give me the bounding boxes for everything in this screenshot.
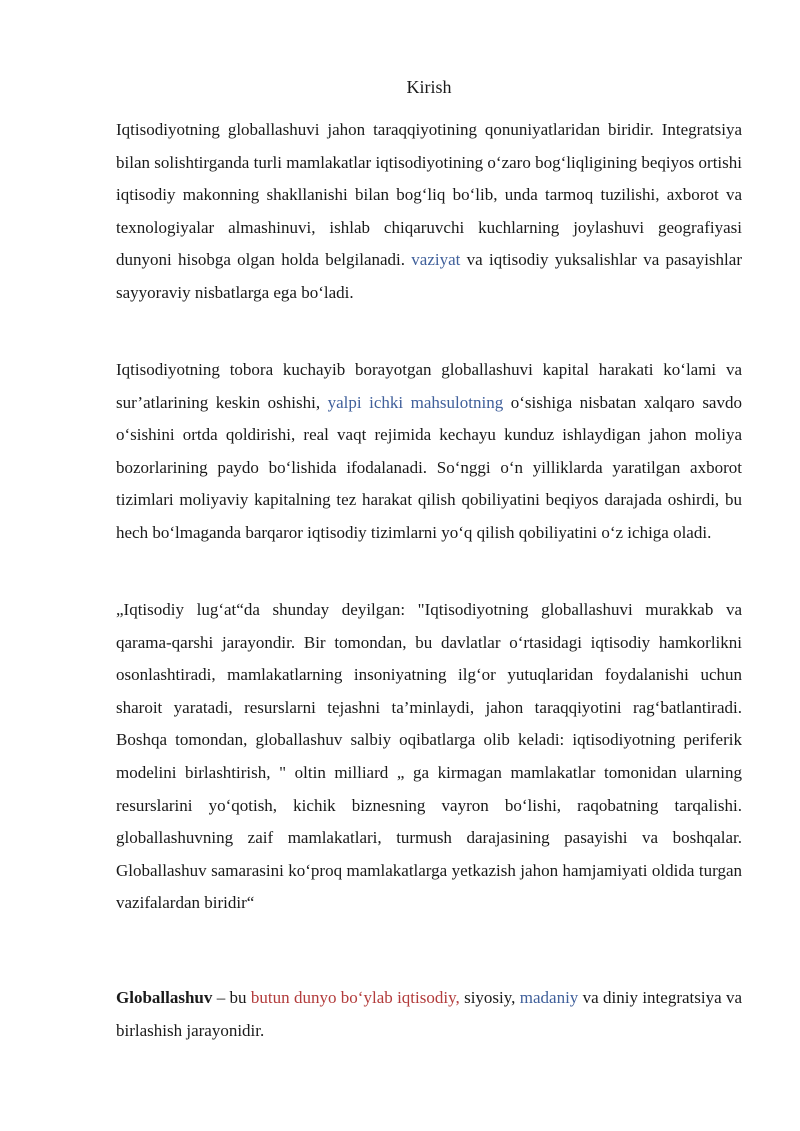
link-cultural[interactable]: madaniy bbox=[519, 988, 579, 1007]
term-globalization: Globallashuv bbox=[116, 988, 213, 1007]
paragraph1-text-start: Iqtisodiyotning globallashuvi jahon taraqqiyotining qonuniyatlaridan biridir. Integratsiya bilan solishtirganda turli mamlakatlar iqtisodiyotining o‘zaro bog‘liqligining beqiyos ortishi iqtisodiy makonning shakllanishi bilan bog‘liq bo‘lib, unda tarmoq tuzilishi, axborot va texnologiyalar almashinuvi, ishlab chiqaruvchi kuchlarning joylashuvi geografiyasi dunyoni hisobga olgan holda belgilanadi. bbox=[116, 120, 742, 270]
paragraph2-text-start: Iqtisodiyotning tobora kuchayib borayotgan globallashuvi kapital harakati ko‘lami va sur’atlarining keskin oshishi, bbox=[116, 360, 742, 412]
definition-dash: – bu bbox=[212, 988, 251, 1007]
link-worldwide-economic[interactable]: butun dunyo bo‘ylab iqtisodiy, bbox=[250, 988, 460, 1007]
paragraph-globalization-intro bbox=[116, 114, 742, 310]
paragraph-economic-dictionary-quote: „Iqtisodiy lug‘at“da shunday deyilgan: "Iqtisodiyotning globallashuvi murakkab va qarama-qarshi jarayondir. Bir tomondan, bu davlatlar o‘rtasidagi iqtisodiy hamkorlikni osonlashtiradi, mamlakatlarning insoniyatning ilg‘or yutuqlaridan foydalanishi uchun sharoit yaratadi, resurslarni tejashni ta’minlaydi, jahon taraqqiyotini rag‘batlantiradi. Boshqa tomondan, globallashuv salbiy oqibatlarga olib keladi: iqtisodiyotning periferik modelini birlashtirish, " oltin milliard „ ga kirmagan mamlakatlar tomonidan ularning resurslarini yo‘qotish, kichik biznesning vayron bo‘lishi, raqobatning tarqalishi. globallashuvning zaif mamlakatlari, turmush darajasining pasayishi va boshqalar. Globallashuv samarasini ko‘proq mamlakatlarga yetkazish jahon hamjamiyati oldida turgan vazifalardan biridir“ bbox=[116, 600, 742, 913]
paragraph-capital-movement bbox=[116, 354, 742, 550]
link-gdp[interactable]: yalpi ichki mahsulotning bbox=[327, 392, 504, 412]
link-vaziyat[interactable]: vaziyat bbox=[411, 250, 461, 270]
definition-middle: siyosiy, bbox=[459, 988, 520, 1007]
paragraph2-text-end: o‘sishiga nisbatan xalqaro savdo o‘sishini ortda qoldirishi, real vaqt rejimida kechayu kunduz ishlaydigan jahon moliya bozorlarining paydo bo‘lishida ifodalanadi. So‘nggi o‘n yilliklarda yaratilgan axborot tizimlari moliyaviy kapitalning tez harakat qilish qobiliyatini beqiyos darajada oshirdi, bu hech bo‘lmaganda barqaror iqtisodiy tizimlarni yo‘q qilish qobiliyatini o‘z ichiga oladi. bbox=[116, 392, 742, 542]
paragraph1-text-end: va iqtisodiy yuksalishlar va pasayishlar sayyoraviy nisbatlarga ega bo‘ladi. bbox=[116, 250, 742, 302]
page-title: Kirish bbox=[406, 77, 452, 97]
definition-end: va diniy integratsiya va birlashish jarayonidir. bbox=[116, 988, 743, 1040]
paragraph-globalization-definition bbox=[116, 982, 742, 1047]
